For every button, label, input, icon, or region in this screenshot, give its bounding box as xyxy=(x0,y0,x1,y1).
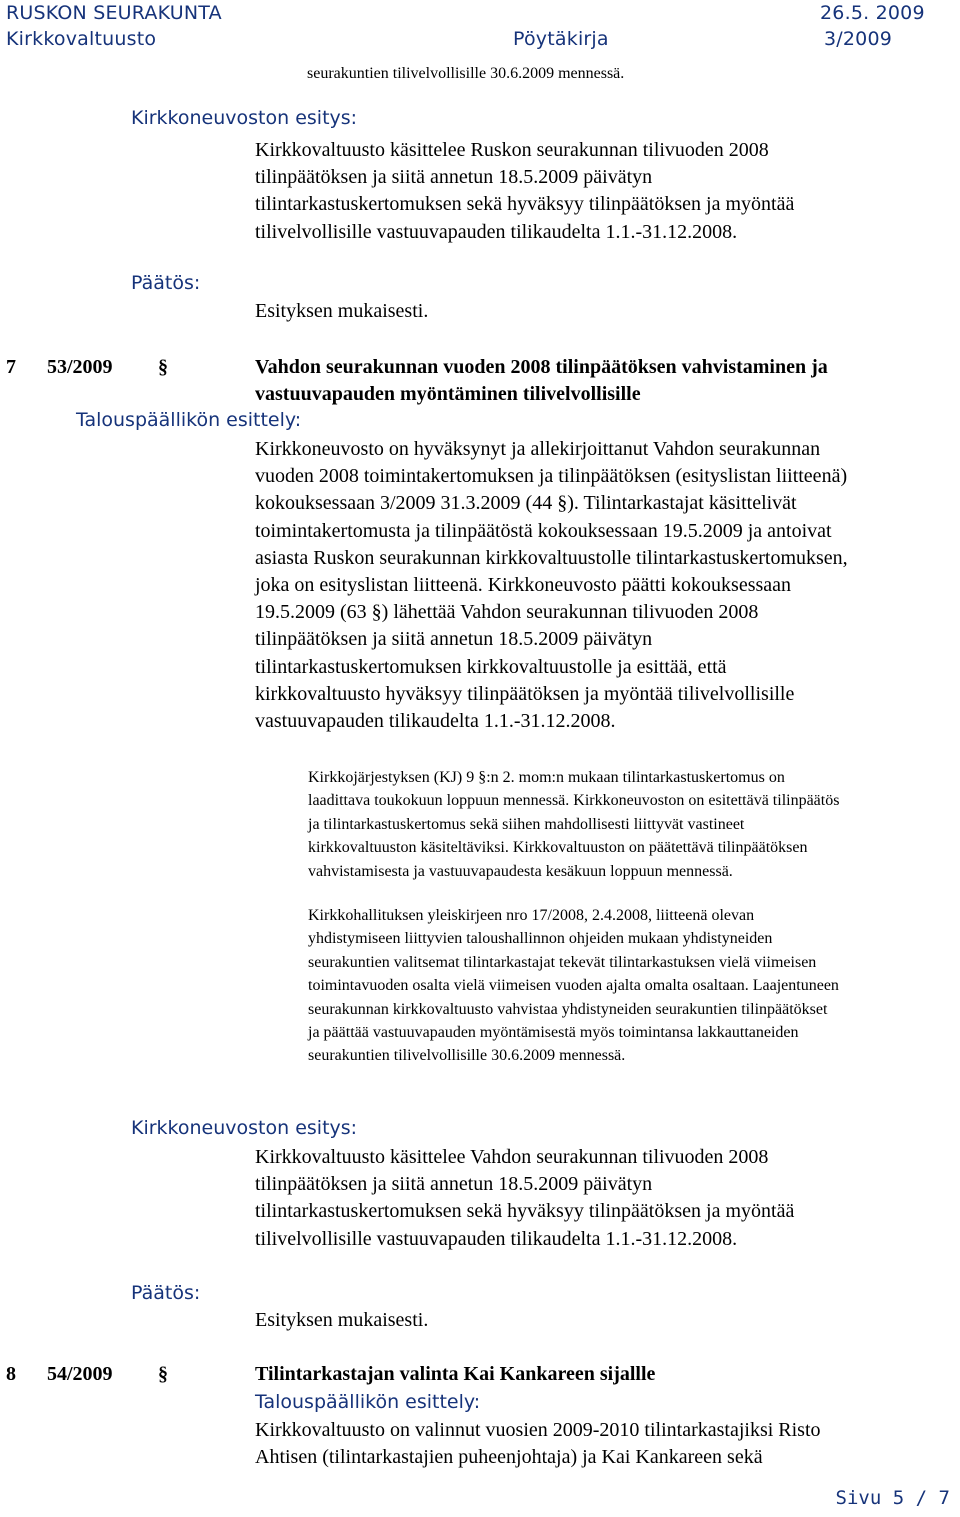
page-indicator xyxy=(836,1487,950,1509)
page-number: 5 xyxy=(892,1487,905,1509)
page-separator: / xyxy=(915,1487,928,1509)
presentation-line: tilintarkastuskertomuksen kirkkovaltuustolle ja esittää, että xyxy=(255,655,727,678)
presentation-line: Kirkkovaltuusto on valinnut vuosien 2009-2010 tilintarkastajiksi Risto xyxy=(255,1419,821,1441)
page-prefix: Sivu xyxy=(835,1487,882,1509)
meeting-date: 26.5. 2009 xyxy=(820,2,925,24)
presentation-line: vuoden 2008 toimintakertomuksen ja tilinpäätöksen (esityslistan liitteenä) xyxy=(255,465,848,488)
item-title: Tilintarkastajan valinta Kai Kankareen sijallle xyxy=(255,1363,656,1385)
presentation-line: tilinpäätöksen ja siitä annetun 18.5.2009 päivätyn xyxy=(255,628,653,651)
legal-note xyxy=(308,766,839,883)
page-total: 7 xyxy=(938,1487,950,1509)
circular-note-line: seurakunnan kirkkovaltuusto vahvistaa yhdistyneiden seurakuntien tilinpäätökset xyxy=(308,1000,828,1018)
proposal-text xyxy=(255,1144,794,1253)
proposal-line: tilintarkastuskertomuksen sekä hyväksyy tilinpäätöksen ja myöntää xyxy=(255,193,795,216)
presentation-line: Kirkkoneuvosto on hyväksynyt ja allekirjoittanut Vahdon seurakunnan xyxy=(255,438,821,460)
document-number: 3/2009 xyxy=(824,28,893,50)
decision-label: Päätös: xyxy=(131,1282,201,1304)
presentation-line: asiasta Ruskon seurakunnan kirkkovaltuustolle tilintarkastuskertomuksen, xyxy=(255,546,848,569)
circular-note-line: seurakuntien tilivelvollisille 30.6.2009 mennessä. xyxy=(308,1047,626,1065)
item-title-line: vastuuvapauden myöntäminen tilivelvollisille xyxy=(255,383,641,406)
section-symbol: § xyxy=(158,1363,168,1385)
presentation-line: vastuuvapauden tilikaudelta 1.1.-31.12.2008. xyxy=(255,709,616,732)
item-case-number: 53/2009 xyxy=(47,356,113,378)
circular-note-line: yhdistymiseen liittyvien taloushallinnon ohjeiden mukaan yhdistyneiden xyxy=(308,930,773,948)
proposal-line: Kirkkovaltuusto käsittelee Vahdon seurakunnan tilivuoden 2008 xyxy=(255,1146,769,1168)
document-type: Pöytäkirja xyxy=(513,28,609,50)
presenter-label: Talouspäällikön esittely: xyxy=(255,1391,481,1413)
item-number: 8 xyxy=(6,1363,16,1385)
presentation-line: kirkkovaltuusto hyväksyy tilinpäätöksen ja myöntää tilivelvollisille xyxy=(255,682,795,705)
legal-note-line: laadittava toukokuun loppuun mennessä. Kirkkoneuvoston on esitettävä tilinpäätös xyxy=(308,792,840,810)
presentation-text xyxy=(255,436,848,735)
presentation-line: toimintakertomusta ja tilinpäätöstä kokouksessaan 19.5.2009 ja antoivat xyxy=(255,519,832,542)
section-symbol: § xyxy=(158,356,168,378)
legal-note-line: vahvistamisesta ja vastuuvapaudesta kesäkuun loppuun mennessä. xyxy=(308,862,733,880)
proposal-line: tilinpäätöksen ja siitä annetun 18.5.2009 päivätyn xyxy=(255,166,653,189)
continued-text: seurakuntien tilivelvollisille 30.6.2009 mennessä. xyxy=(307,65,625,82)
circular-note-line: toimintavuoden osalta vielä viimeisen vuoden ajalta omalta osaltaan. Laajentuneen xyxy=(308,977,839,995)
presentation-line: joka on esityslistan liitteenä. Kirkkoneuvosto päätti kokouksessaan xyxy=(255,573,792,596)
proposal-line: tilivelvollisille vastuuvapauden tilikaudelta 1.1.-31.12.2008. xyxy=(255,220,738,243)
decision-label: Päätös: xyxy=(131,272,201,294)
legal-note-line: ja tilintarkastuskertomus sekä siihen mahdollisesti liittyvät vastineet xyxy=(308,815,745,833)
presentation-line: 19.5.2009 (63 §) lähettää Vahdon seurakunnan tilivuoden 2008 xyxy=(255,601,759,624)
legal-note-line: kirkkovaltuuston käsiteltäviksi. Kirkkovaltuuston on päätettävä tilinpäätöksen xyxy=(308,839,808,857)
presentation-line: kokouksessaan 3/2009 31.3.2009 (44 §). Tilintarkastajat käsittelivät xyxy=(255,492,797,515)
item-number: 7 xyxy=(6,356,16,378)
presenter-label: Talouspäällikön esittely: xyxy=(76,409,302,431)
proposal-label: Kirkkoneuvoston esitys: xyxy=(131,107,358,129)
proposal-line: tilivelvollisille vastuuvapauden tilikaudelta 1.1.-31.12.2008. xyxy=(255,1227,738,1250)
body-name: Kirkkovaltuusto xyxy=(6,28,157,50)
item-case-number: 54/2009 xyxy=(47,1363,113,1385)
circular-note-line: seurakuntien valitsemat tilintarkastajat tekevät tilintarkastuksen vielä viimeisen xyxy=(308,953,817,971)
circular-note xyxy=(308,904,839,1068)
presentation-text xyxy=(255,1417,821,1471)
proposal-line: tilintarkastuskertomuksen sekä hyväksyy tilinpäätöksen ja myöntää xyxy=(255,1200,795,1223)
circular-note-line: Kirkkohallituksen yleiskirjeen nro 17/2008, 2.4.2008, liitteenä olevan xyxy=(308,907,755,924)
item-title-line: Vahdon seurakunnan vuoden 2008 tilinpäätöksen vahvistaminen ja xyxy=(255,356,828,378)
item-title xyxy=(255,354,828,408)
decision-text: Esityksen mukaisesti. xyxy=(255,1309,429,1331)
circular-note-line: ja päättää vastuuvapauden myöntämisestä myös toimintansa lakkauttaneiden xyxy=(308,1023,799,1041)
proposal-text xyxy=(255,137,794,246)
presentation-line: Ahtisen (tilintarkastajien puheenjohtaja) ja Kai Kankareen sekä xyxy=(255,1446,763,1469)
proposal-line: tilinpäätöksen ja siitä annetun 18.5.2009 päivätyn xyxy=(255,1173,653,1196)
decision-text: Esityksen mukaisesti. xyxy=(255,300,429,322)
proposal-line: Kirkkovaltuusto käsittelee Ruskon seurakunnan tilivuoden 2008 xyxy=(255,139,769,161)
proposal-label: Kirkkoneuvoston esitys: xyxy=(131,1117,358,1139)
legal-note-line: Kirkkojärjestyksen (KJ) 9 §:n 2. mom:n mukaan tilintarkastuskertomus on xyxy=(308,769,785,786)
parish-name: RUSKON SEURAKUNTA xyxy=(6,2,222,24)
